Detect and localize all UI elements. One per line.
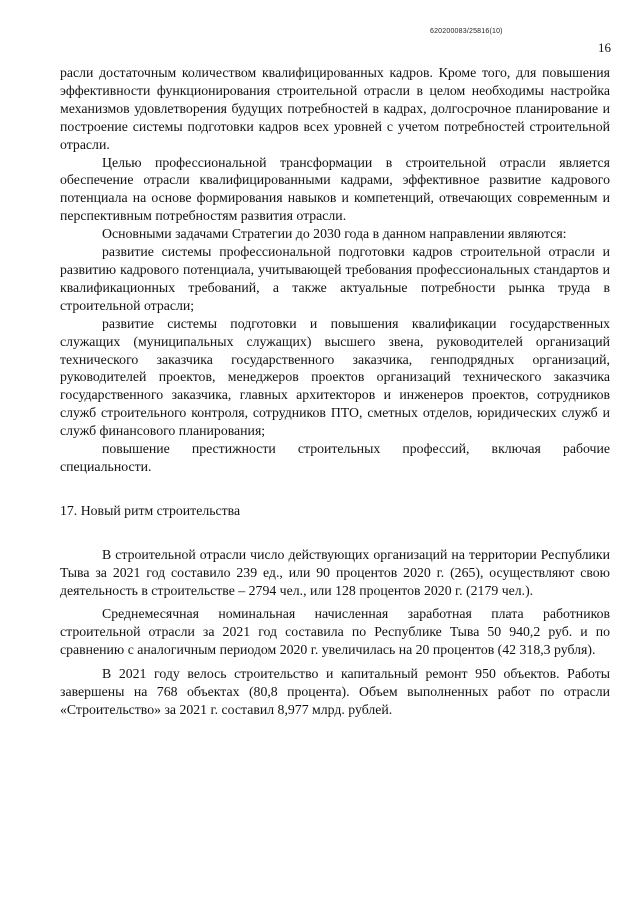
- paragraph: В 2021 году велось строительство и капитальный ремонт 950 объектов. Работы завершены на 768 объектах (80,8 процента). Объем выполненных работ по отрасли «Строительство» за 2021 г. составил 8,977 млрд. рублей.: [60, 666, 610, 717]
- page-number: 16: [598, 40, 611, 55]
- paragraph: Целью профессиональной трансформации в строительной отрасли является обеспечение отрасли квалифицированными кадрами, эффективное развитие кадрового потенциала на основе формирования навыков и компетенций, отвечающих современным и перспективным потребностям развития отрасли.: [60, 154, 610, 224]
- list-item: развитие системы подготовки и повышения квалификации государственных служащих (муниципальных служащих) высшего звена, руководителей организаций технического заказчика государственного заказчика, генподрядных организаций, руководителей проектов, менеджеров проектов организаций технического заказчика государственного заказчика, главных архитекторов и инженеров проектов, сотрудников служб строительного контроля, сотрудников ПТО, сметных отделов, юридических служб и служб финансового планирования;: [60, 315, 610, 439]
- paragraph: Среднемесячная номинальная начисленная заработная плата работников строительной отрасли за 2021 год составила по Республике Тыва 50 940,2 руб. и по сравнению с аналогичным периодом 2020 г. увеличилась на 20 процентов (42 318,3 рубля).: [60, 606, 610, 658]
- section-title: 17. Новый ритм строительства: [60, 502, 241, 518]
- paragraph: Основными задачами Стратегии до 2030 года в данном направлении являются:: [102, 226, 567, 242]
- paragraph: В строительной отрасли число действующих организаций на территории Республики Тыва за 2021 год составило 239 ед., или 90 процентов 2020 г. (265), осуществляют свою деятельность в строительстве – 2794 чел., или 128 процентов 2020 г. (2179 чел.).: [60, 546, 610, 598]
- document-id: 620200083/25816(10): [430, 28, 503, 35]
- list-item: развитие системы профессиональной подготовки кадров строительной отрасли и развитию кадрового потенциала, учитывающей требования профессиональных стандартов и квалификационных требований, а также актуальные потребности рынка труда в строительной отрасли;: [60, 244, 610, 313]
- list-item: повышение престижности строительных профессий, включая рабочие специальности.: [60, 441, 610, 474]
- paragraph: расли достаточным количеством квалифицированных кадров. Кроме того, для повышения эффективности функционирования строительной отрасли в целом необходимы настройка механизмов удовлетворения будущих потребностей в кадрах, долгосрочное планирование и построение системы подготовки кадров всех уровней с учетом потребностей строительной отрасли.: [60, 65, 610, 152]
- document-body: [60, 64, 610, 719]
